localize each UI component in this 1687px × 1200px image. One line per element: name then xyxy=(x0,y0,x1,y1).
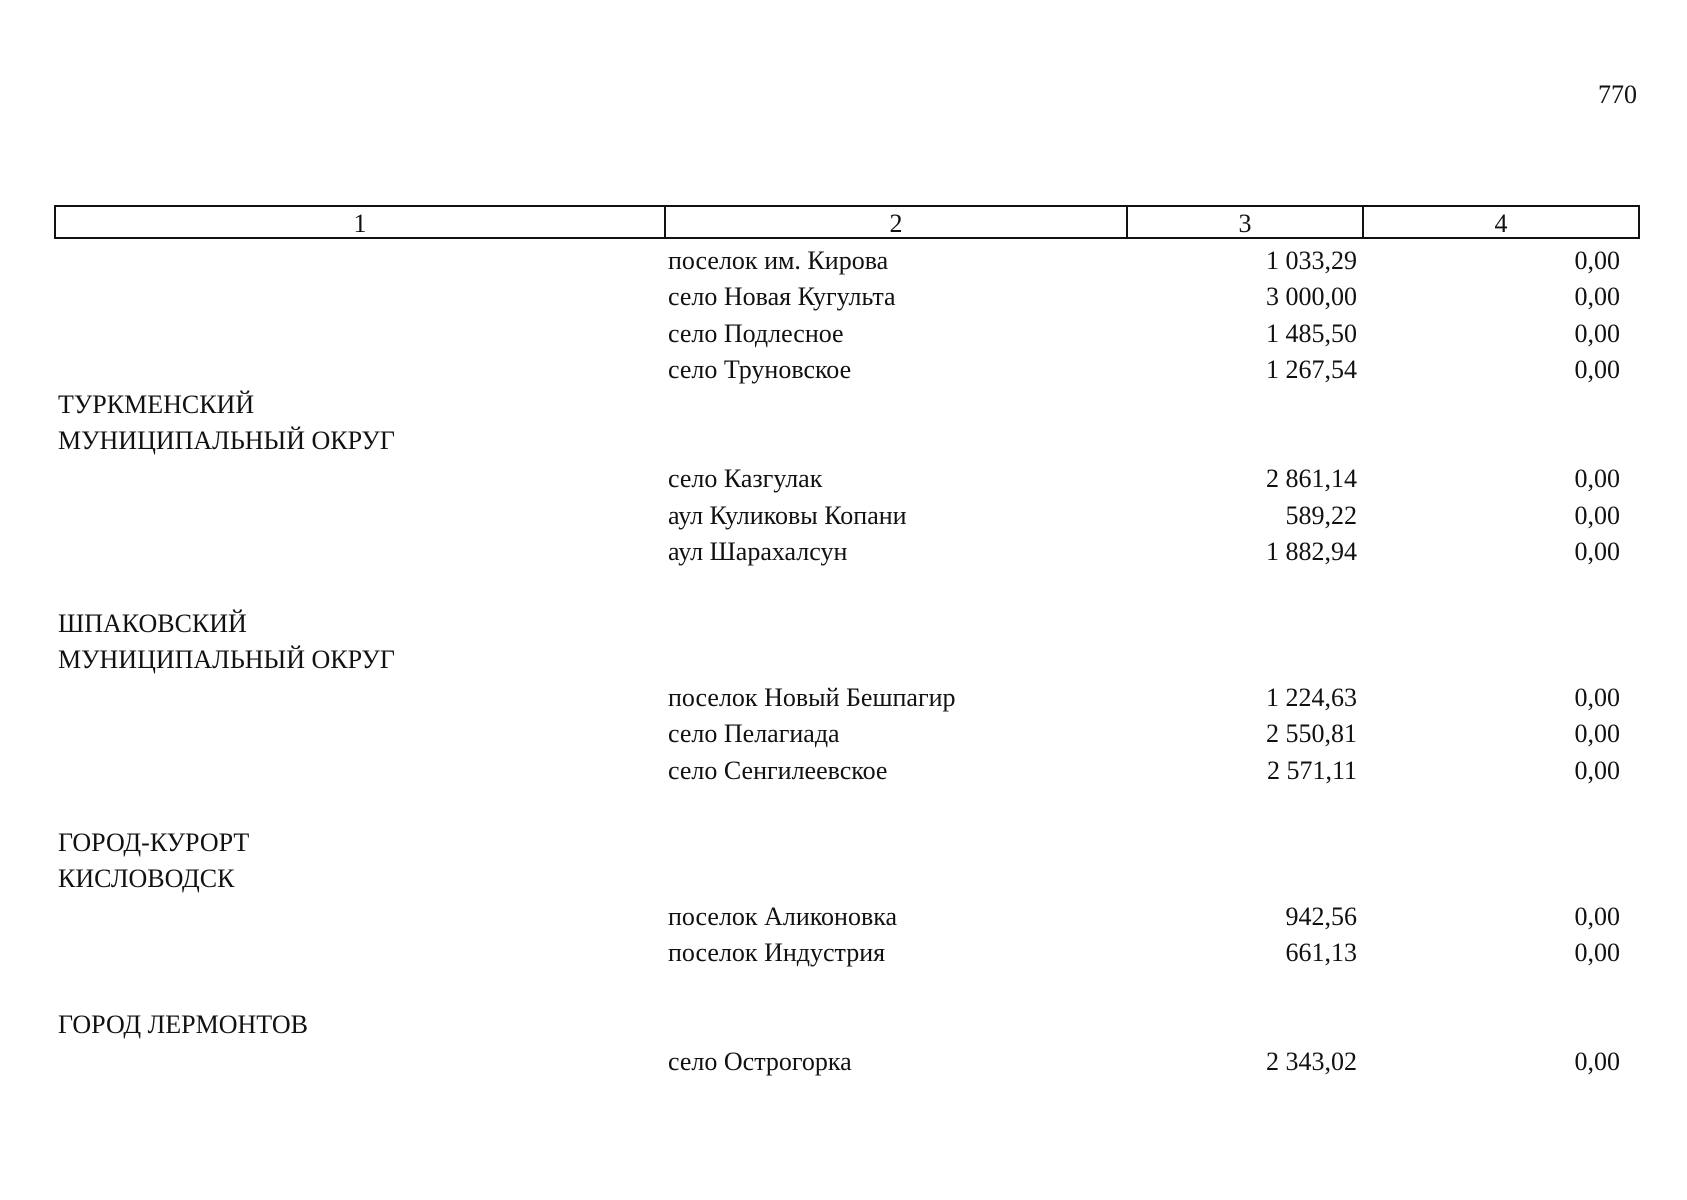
table-row xyxy=(0,498,1687,534)
value-col3: 2 343,02 xyxy=(1266,1047,1357,1076)
value-col3: 2 571,11 xyxy=(1266,756,1357,785)
district-name: ШПАКОВСКИЙ МУНИЦИПАЛЬНЫЙ ОКРУГ xyxy=(58,609,395,674)
settlement-name: село Острогорка xyxy=(668,1047,852,1076)
settlement-name: поселок им. Кирова xyxy=(668,246,889,275)
value-col4: 0,00 xyxy=(1574,756,1620,785)
value-col4: 0,00 xyxy=(1574,683,1620,712)
value-col4: 0,00 xyxy=(1574,1047,1620,1076)
value-col4: 0,00 xyxy=(1574,719,1620,748)
table-row xyxy=(0,680,1687,716)
column-header-1: 1 xyxy=(56,207,666,237)
table-row xyxy=(0,716,1687,752)
table-row xyxy=(0,899,1687,935)
settlement-name: село Казгулак xyxy=(668,464,823,493)
value-col3: 1 033,29 xyxy=(1266,246,1357,275)
table-row xyxy=(0,1044,1687,1080)
value-col3: 2 861,14 xyxy=(1266,464,1357,493)
value-col3: 661,13 xyxy=(1285,938,1357,967)
value-col4: 0,00 xyxy=(1574,902,1620,931)
value-col4: 0,00 xyxy=(1574,537,1620,566)
value-col3: 942,56 xyxy=(1285,902,1357,931)
table-row xyxy=(0,935,1687,971)
table-row xyxy=(0,279,1687,315)
settlement-name: аул Шарахалсун xyxy=(668,537,848,566)
settlement-name: село Труновское xyxy=(668,355,852,384)
settlement-name: село Пелагиада xyxy=(668,719,840,748)
value-col4: 0,00 xyxy=(1574,938,1620,967)
table-row xyxy=(0,352,1687,388)
settlement-name: село Сенгилеевское xyxy=(668,756,888,785)
column-header-2: 2 xyxy=(666,207,1128,237)
district-name: ГОРОД ЛЕРМОНТОВ xyxy=(58,1010,308,1039)
value-col3: 1 267,54 xyxy=(1266,355,1357,384)
table-row xyxy=(0,461,1687,497)
settlement-name: село Новая Кугульта xyxy=(668,282,896,311)
district-name: ГОРОД-КУРОРТ КИСЛОВОДСК xyxy=(58,828,250,893)
settlement-name: поселок Индустрия xyxy=(668,938,886,967)
settlement-name: село Подлесное xyxy=(668,319,844,348)
value-col4: 0,00 xyxy=(1574,464,1620,493)
page-number: 770 xyxy=(1598,80,1637,109)
value-col3: 589,22 xyxy=(1285,501,1357,530)
settlement-name: поселок Новый Бешпагир xyxy=(668,683,956,712)
column-header-3: 3 xyxy=(1128,207,1364,237)
value-col4: 0,00 xyxy=(1574,319,1620,348)
district-name: ТУРКМЕНСКИЙ МУНИЦИПАЛЬНЫЙ ОКРУГ xyxy=(58,390,395,455)
table-row xyxy=(0,753,1687,789)
table-row xyxy=(0,243,1687,279)
column-header-4: 4 xyxy=(1494,209,1508,238)
settlement-name: поселок Аликоновка xyxy=(668,902,898,931)
table-row xyxy=(0,534,1687,570)
value-col3: 1 882,94 xyxy=(1266,537,1357,566)
settlement-name: аул Куликовы Копани xyxy=(668,501,907,530)
value-col4: 0,00 xyxy=(1574,501,1620,530)
value-col4: 0,00 xyxy=(1574,282,1620,311)
value-col3: 2 550,81 xyxy=(1266,719,1357,748)
value-col3: 1 224,63 xyxy=(1266,683,1357,712)
table-row xyxy=(0,316,1687,352)
value-col4: 0,00 xyxy=(1574,246,1620,275)
value-col4: 0,00 xyxy=(1574,355,1620,384)
value-col3: 1 485,50 xyxy=(1266,319,1357,348)
value-col3: 3 000,00 xyxy=(1266,282,1357,311)
